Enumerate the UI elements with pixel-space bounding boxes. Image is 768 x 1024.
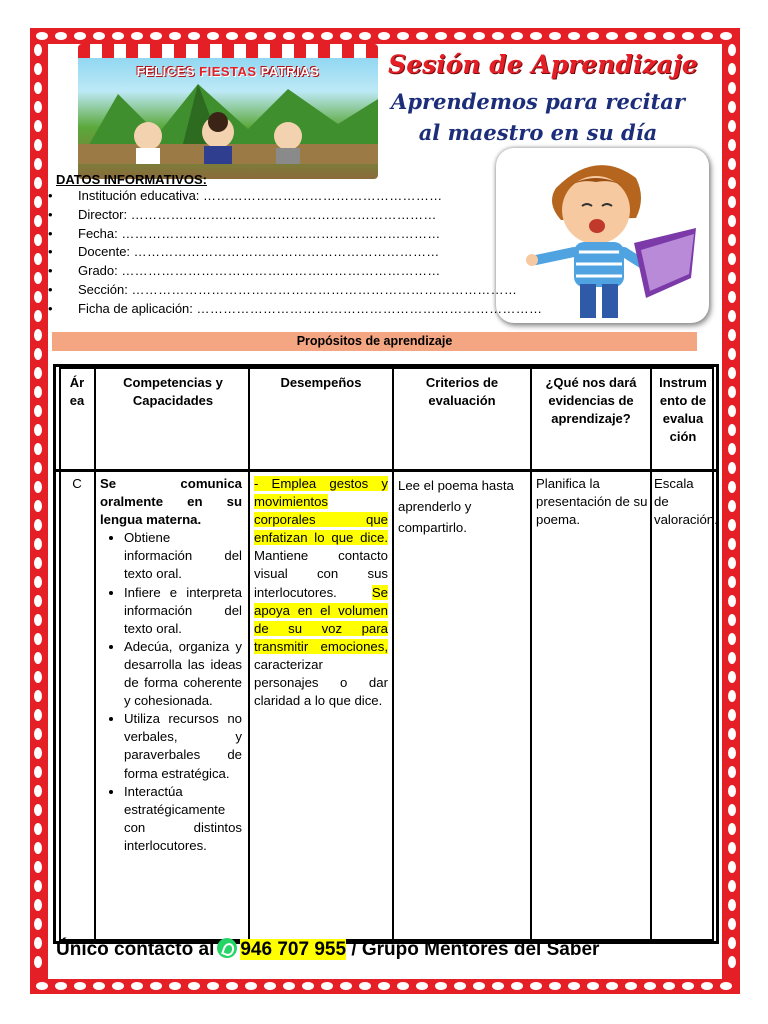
banner-title [78,64,378,79]
datos-blank: ……………………………………………… [203,188,443,203]
propositos-bar: Propósitos de aprendizaje [52,332,697,351]
datos-blank: ……………………………………………………………… [121,225,441,241]
header-desempenos: Desempeños [280,375,362,390]
session-subtitle [348,86,728,148]
datos-item-grado [56,262,542,281]
cell-evidencias: Planifica la presentación de su poema. [536,476,648,528]
datos-label: Ficha de aplicación: [78,300,193,316]
mountain-scene-image [78,74,378,164]
capacidad-item: • Adecúa, organiza y desarrolla las ideas de forma coherente y cohesionada. [124,638,242,710]
datos-label: Grado: [78,263,118,279]
cell-instrumento: Escala de valoración. [654,476,718,528]
desempeno-highlight-2: Se apoya en el volumen de su voz para transmitir emociones, [254,584,388,654]
learning-purposes-table [53,364,719,944]
subtitle-line-2: al maestro en su día [418,120,658,145]
col-instrumento [650,367,718,941]
capacidad-item: • Utiliza recursos no verbales, y paraverbales de forma estratégica. [124,710,242,782]
worksheet-page [48,44,722,979]
datos-label: Docente: [78,244,131,260]
header-divider [56,469,716,472]
subtitle-line-1: Aprendemos para recitar [391,89,685,114]
datos-item-fecha [56,225,542,244]
header-criterios: Criterios de evaluación [425,375,499,408]
session-title: Sesión de Aprendizaje [388,50,698,79]
contact-footer [56,936,716,964]
fiestas-patrias-banner [78,44,378,179]
cell-desempenos [254,475,388,710]
flag-strip [78,44,378,58]
banner-word-1: FELICES [136,64,196,79]
datos-blank: …………………………………………………………… [133,244,440,260]
col-area [59,367,96,941]
datos-item-ficha [56,300,542,319]
footer-prefix: Único contacto al [56,939,215,960]
cell-competencias [100,475,242,855]
col-criterios [392,367,532,941]
capacidad-item: • Interactúa estratégicamente con distintos interlocutores. [124,783,242,855]
datos-label: Fecha: [78,225,118,241]
footer-phone: 946 707 955 [240,939,347,960]
capacidades-list [100,529,242,855]
datos-blank: …………………………………………………………… [130,206,437,222]
whatsapp-icon [217,938,237,958]
datos-item-director [56,206,542,225]
datos-item-institucion [56,187,542,206]
datos-informativos [56,172,542,319]
datos-heading: DATOS INFORMATIVOS: [56,172,207,187]
header-instrumento: Instrum ento de evalua ción [659,375,707,444]
datos-label: Sección: [78,281,128,297]
datos-blank: …………………………………………………………………… [196,300,543,316]
cell-criterios: Lee el poema hasta aprenderlo y compartirlo. [398,478,514,535]
competencia-title: Se comunica oralmente en su lengua materna. [100,476,242,528]
datos-item-docente [56,243,542,262]
datos-blank: …………………………………………………………………………… [131,281,518,297]
desempeno-highlight-1: - Emplea gestos y movimientos corporales que enfatizan lo que dice. [254,476,388,546]
datos-list [56,187,542,319]
banner-word-2: FIESTAS [199,64,257,79]
cell-area: C [72,476,82,491]
header-competencias: Competencias y Capacidades [123,375,223,408]
datos-blank: ……………………………………………………………… [121,263,441,279]
capacidad-item: • Infiere e interpreta información del texto oral. [124,584,242,638]
header-evidencias: ¿Qué nos dará evidencias de aprendizaje? [545,375,637,426]
datos-label: Director: [78,206,128,222]
header-area: Ár ea [69,375,85,408]
desempeno-text-2: caracterizar personajes o dar claridad a lo que dice. [254,656,388,709]
capacidad-item: • Obtiene información del texto oral. [124,529,242,583]
datos-label: Institución educativa: [78,188,200,203]
banner-word-3: PATRIAS [260,64,320,79]
desempeno-text-1: Mantiene contacto visual con sus interlocutores. [254,548,388,600]
datos-item-seccion [56,281,542,300]
footer-suffix: / Grupo Mentores del Saber [351,939,600,960]
col-evidencias [530,367,652,941]
